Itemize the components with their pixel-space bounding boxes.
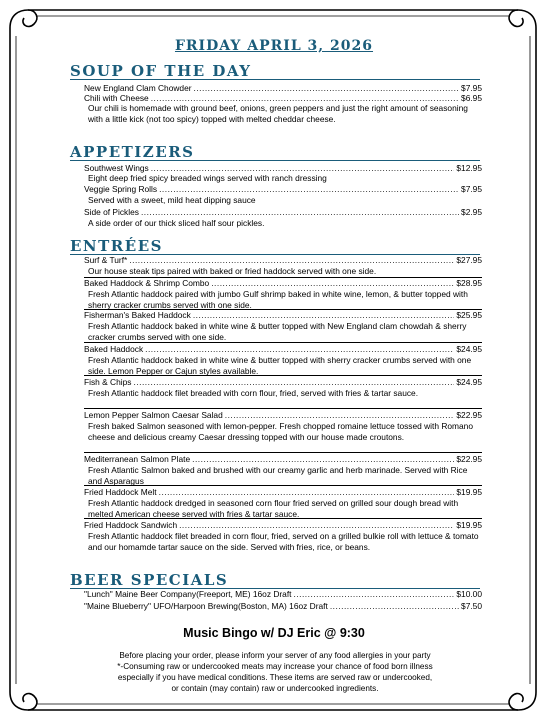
item-description: Fresh Atlantic haddock paired with jumbo Gulf shrimp baked in white wine, lemon, & butter topped with sherry cracker crumbs served with one side. [88, 289, 468, 310]
item-name: Baked Haddock & Shrimp Combo [84, 278, 210, 288]
item-description: Eight deep fried spicy breaded wings served with ranch dressing [88, 173, 327, 183]
menu-item [84, 163, 482, 173]
item-name: Side of Pickles [84, 207, 139, 217]
item-price: $28.95 [456, 278, 482, 288]
item-price: $22.95 [456, 410, 482, 420]
divider [84, 518, 482, 519]
item-name: Surf & Turf* [84, 255, 128, 265]
item-description: Served with a sweet, mild heat dipping sauce [88, 195, 256, 205]
item-name: Mediterranean Salmon Plate [84, 454, 191, 464]
item-description: Fresh Atlantic haddock dredged in seasoned corn flour fried served on grilled sour dough bread with melted American cheese served with fries & tartar sauce. [88, 498, 459, 519]
item-price: $22.95 [456, 454, 482, 464]
menu-item [84, 184, 482, 194]
menu-item [84, 278, 482, 288]
item-name: Baked Haddock [84, 344, 144, 354]
menu-item [84, 520, 482, 530]
item-name: Fish & Chips [84, 377, 132, 387]
item-name: Fried Haddock Melt [84, 487, 157, 497]
item-description: Fresh Atlantic Salmon baked and brushed with our creamy garlic and herb marinade. Served with Rice and Asparagus [88, 465, 468, 486]
item-description: Our house steak tips paired with baked or fried haddock served with one side. [88, 266, 377, 276]
item-price: $7.50 [461, 601, 482, 611]
divider [84, 375, 482, 376]
item-price: $19.95 [456, 520, 482, 530]
disclaimer-line: *-Consuming raw or undercooked meats may increase your chance of food born illness [117, 662, 433, 671]
menu-item [84, 410, 482, 420]
item-name: Lemon Pepper Salmon Caesar Salad [84, 410, 223, 420]
item-price: $19.95 [456, 487, 482, 497]
divider [84, 485, 482, 486]
item-price: $12.95 [456, 163, 482, 173]
divider [84, 452, 482, 453]
divider [84, 342, 482, 343]
item-name: Fried Haddock Sandwich [84, 520, 178, 530]
item-price: $2.95 [461, 207, 482, 217]
item-price: $7.95 [461, 83, 482, 93]
menu-item [84, 487, 482, 497]
item-description: Fresh baked Salmon seasoned with lemon-pepper. Fresh chopped romaine lettuce tossed with Romano cheese and delicious creamy Caesar dressing topped with our house made croutons. [88, 421, 473, 442]
menu-item [84, 454, 482, 464]
menu-item [84, 344, 482, 354]
item-price: $10.00 [456, 589, 482, 599]
item-description: A side order of our thick sliced half sour pickles. [88, 218, 265, 228]
menu-item [84, 601, 482, 611]
disclaimer-line: or contain (may contain) raw or undercooked ingredients. [171, 684, 379, 693]
item-price: $27.95 [456, 255, 482, 265]
item-name: Veggie Spring Rolls [84, 184, 158, 194]
item-description: Fresh Atlantic haddock baked in white wine & butter topped with sherry cracker crumbs served with one side. Lemon Pepper or Cajun styles available. [88, 355, 472, 376]
menu-item [84, 589, 482, 599]
item-price: $6.95 [461, 93, 482, 103]
menu-item [84, 93, 482, 103]
menu-item [84, 255, 482, 265]
section-heading-appetizers: APPETIZERS [70, 143, 480, 161]
page-title: FRIDAY APRIL 3, 2026 [174, 38, 374, 54]
section-heading-beer: BEER SPECIALS [70, 571, 480, 589]
menu-item [84, 310, 482, 320]
item-price: $24.95 [456, 344, 482, 354]
item-name: Fisherman's Baked Haddock [84, 310, 191, 320]
section-heading-soup: SOUP OF THE DAY [70, 62, 480, 80]
item-name: "Maine Blueberry" UFO/Harpoon Brewing(Boston, MA) 16oz Draft [84, 601, 328, 611]
item-description: Fresh Atlantic haddock baked in white wine & butter topped with New England clam chowdah & sherry cracker crumbs served with one side. [88, 321, 467, 342]
divider [84, 408, 482, 409]
item-price: $25.95 [456, 310, 482, 320]
menu-item [84, 83, 482, 93]
item-description: Fresh Atlantic haddock filet breaded in corn flour, fried, served on a grilled bulkie roll with lettuce & tomato and our homamde tartar sauce on the side. Served with fries, rice, or beans. [88, 531, 479, 552]
item-name: Chili with Cheese [84, 93, 149, 103]
item-description: Fresh Atlantic haddock filet breaded with corn flour, fried, served with fries & tartar sauce. [88, 388, 419, 398]
disclaimer-line: especially if you have medical conditions. These items are served raw or undercooked, [117, 673, 433, 682]
item-description: Our chili is homemade with ground beef, onions, green peppers and just the right amount of seasoning with a little kick (not too spicy) topped with melted cheddar cheese. [88, 103, 468, 124]
event-announcement: Music Bingo w/ DJ Eric @ 9:30 [183, 626, 365, 640]
item-name: "Lunch" Maine Beer Company(Freeport, ME) 16oz Draft [84, 589, 292, 599]
menu-item [84, 207, 482, 217]
menu-item [84, 377, 482, 387]
section-heading-entrees: ENTRÉES [70, 237, 480, 255]
disclaimer-line: Before placing your order, please inform your server of any food allergies in your party [119, 651, 431, 660]
item-price: $7.95 [461, 184, 482, 194]
item-price: $24.95 [456, 377, 482, 387]
item-name: Southwest Wings [84, 163, 149, 173]
item-name: New England Clam Chowder [84, 83, 192, 93]
